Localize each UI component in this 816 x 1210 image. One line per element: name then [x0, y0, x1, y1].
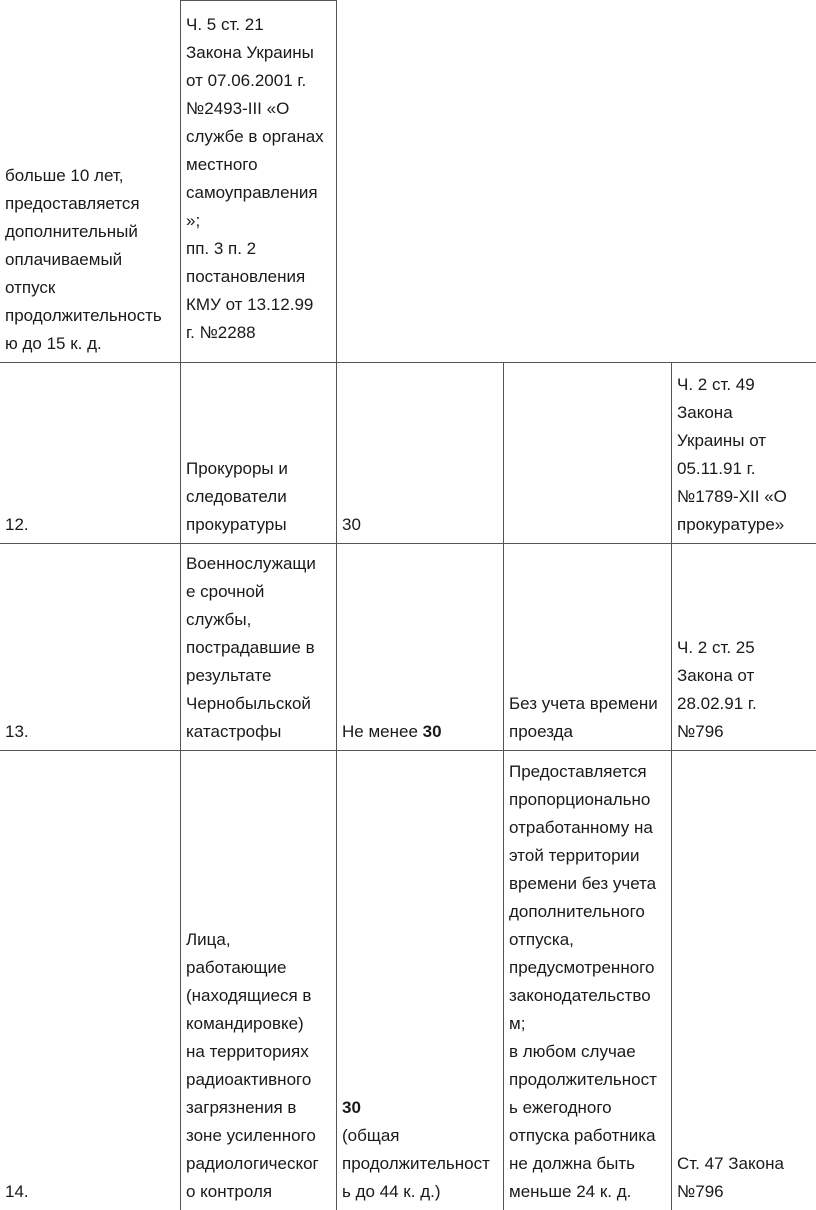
prev-row-law-line: постановления: [186, 267, 306, 286]
prev-row-conditions-cell: [0, 0, 180, 362]
row-13-category-cell: [180, 543, 336, 750]
prev-row-law-line: Закона Украины: [186, 43, 314, 62]
row-14-number: 14.: [5, 1182, 29, 1201]
row-14-note-line: этой территории: [509, 846, 640, 865]
prev-row-law-line: №2493-III «О: [186, 99, 290, 118]
row-12-days-cell: [336, 362, 503, 543]
row-12-law-line: Закона: [677, 403, 733, 422]
prev-row-law-line: от 07.06.2001 г.: [186, 71, 307, 90]
row-14-note-line: отпуска работника: [509, 1126, 656, 1145]
row-13-days: [342, 718, 499, 746]
row-14-category-line: Лица,: [186, 930, 231, 949]
row-13-number: 13.: [5, 722, 29, 741]
row-14-number-cell: [0, 750, 180, 1210]
prev-row-condition-line: отпуск: [5, 278, 56, 297]
prev-row-law-line: самоуправления: [186, 183, 318, 202]
row-13-category-line: Чернобыльской: [186, 694, 311, 713]
row-14-category-line: загрязнения в: [186, 1098, 297, 1117]
row-14-law-line: Ст. 47 Закона: [677, 1154, 784, 1173]
row-13-note-line: Без учета времени: [509, 694, 658, 713]
row-13-days-value: 30: [422, 722, 442, 741]
row-14-note-line: продолжительност: [509, 1070, 657, 1089]
row-12-law-line: №1789-XII «О: [677, 487, 787, 506]
row-14-category-line: радиоактивного: [186, 1070, 312, 1089]
row-14-law-cell: [671, 750, 816, 1210]
row-14-category-line: зоне усиленного: [186, 1126, 316, 1145]
row-14-note-line: предусмотренного: [509, 958, 655, 977]
row-12-law-line: Ч. 2 ст. 49: [677, 375, 755, 394]
row-12-category-line: Прокуроры и: [186, 459, 288, 478]
row-14-days-cell: [336, 750, 503, 1210]
row-12-number: 12.: [5, 515, 29, 534]
row-12-law-line: 05.11.91 г.: [677, 459, 756, 478]
prev-row-condition-line: больше 10 лет,: [5, 166, 124, 185]
row-14-category-line: работающие: [186, 958, 287, 977]
prev-row-condition-line: дополнительный: [5, 222, 138, 241]
row-13-category-line: е срочной: [186, 582, 265, 601]
row-13-law-line: Закона от: [677, 666, 755, 685]
row-13-category-line: Военнослужащи: [186, 554, 316, 573]
prev-row-law-line: г. №2288: [186, 323, 256, 342]
prev-row-law-cell: [180, 0, 336, 362]
row-14-note-line: Предоставляется: [509, 762, 647, 781]
row-14-note-line: в любом случае: [509, 1042, 636, 1061]
prev-row-condition-line: ю до 15 к. д.: [5, 334, 102, 353]
row-13-number-cell: [0, 543, 180, 750]
row-14-note-line: не должна быть: [509, 1154, 636, 1173]
row-13-category-line: катастрофы: [186, 722, 282, 741]
row-14-note-line: м;: [509, 1014, 526, 1033]
row-14-category-line: на территориях: [186, 1042, 309, 1061]
row-14-category-line: о контроля: [186, 1182, 273, 1201]
row-14-note-line: меньше 24 к. д.: [509, 1182, 632, 1201]
prev-row-right-border: [336, 0, 337, 362]
row-12-category-cell: [180, 362, 336, 543]
row-14-days-value: 30: [342, 1098, 361, 1117]
prev-row-condition-line: оплачиваемый: [5, 250, 123, 269]
prev-row-law-line: пп. 3 п. 2: [186, 239, 257, 258]
row-14-note-line: дополнительного: [509, 902, 645, 921]
prev-row-condition-line: предоставляется: [5, 194, 140, 213]
prev-row-law-line: »;: [186, 211, 201, 230]
row-14-note-line: законодательство: [509, 986, 651, 1005]
row-13-days-cell: [336, 543, 503, 750]
row-13-law-line: Ч. 2 ст. 25: [677, 638, 755, 657]
row-13-category-line: результате: [186, 666, 272, 685]
prev-row-law-line: КМУ от 13.12.99: [186, 295, 314, 314]
prev-row-law-line: Ч. 5 ст. 21: [186, 15, 264, 34]
row-12-category-line: прокуратуры: [186, 515, 287, 534]
prev-row-law-line: службе в органах: [186, 127, 324, 146]
row-14-days-line: продолжительност: [342, 1154, 490, 1173]
row-14-category-line: командировке): [186, 1014, 304, 1033]
row-14-note-line: пропорционально: [509, 790, 651, 809]
row-12-law-line: Украины от: [677, 431, 767, 450]
row-14-category-cell: [180, 750, 336, 1210]
row-13-note-cell: [503, 543, 671, 750]
row-13-law-line: №796: [677, 722, 724, 741]
row-13-category-line: службы,: [186, 610, 252, 629]
prev-row-law-line: местного: [186, 155, 258, 174]
row-14-days-line: ь до 44 к. д.): [342, 1182, 441, 1201]
row-13-category-line: пострадавшие в: [186, 638, 315, 657]
row-14-note-line: отработанному на: [509, 818, 653, 837]
row-12-law-cell: [671, 362, 816, 543]
row-14-days-line: (общая: [342, 1126, 400, 1145]
row-14-note-line: отпуска,: [509, 930, 574, 949]
row-14-note-line: времени без учета: [509, 874, 657, 893]
row-12-category-line: следователи: [186, 487, 287, 506]
row-12-days: 30: [342, 515, 361, 534]
row-12-law-line: прокуратуре»: [677, 515, 785, 534]
row-14-category-line: (находящиеся в: [186, 986, 312, 1005]
row-12-number-cell: [0, 362, 180, 543]
row-13-note-line: проезда: [509, 722, 573, 741]
prev-row-condition-line: продолжительность: [5, 306, 162, 325]
row-13-days-prefix: Не менее: [342, 722, 418, 741]
row-13-law-cell: [671, 543, 816, 750]
row-14-note-cell: [503, 750, 671, 1210]
row-12-note-cell: [503, 362, 671, 543]
row-13-law-line: 28.02.91 г.: [677, 694, 757, 713]
row-14-law-line: №796: [677, 1182, 724, 1201]
row-14-note-line: ь ежегодного: [509, 1098, 612, 1117]
row-14-category-line: радиологическог: [186, 1154, 319, 1173]
